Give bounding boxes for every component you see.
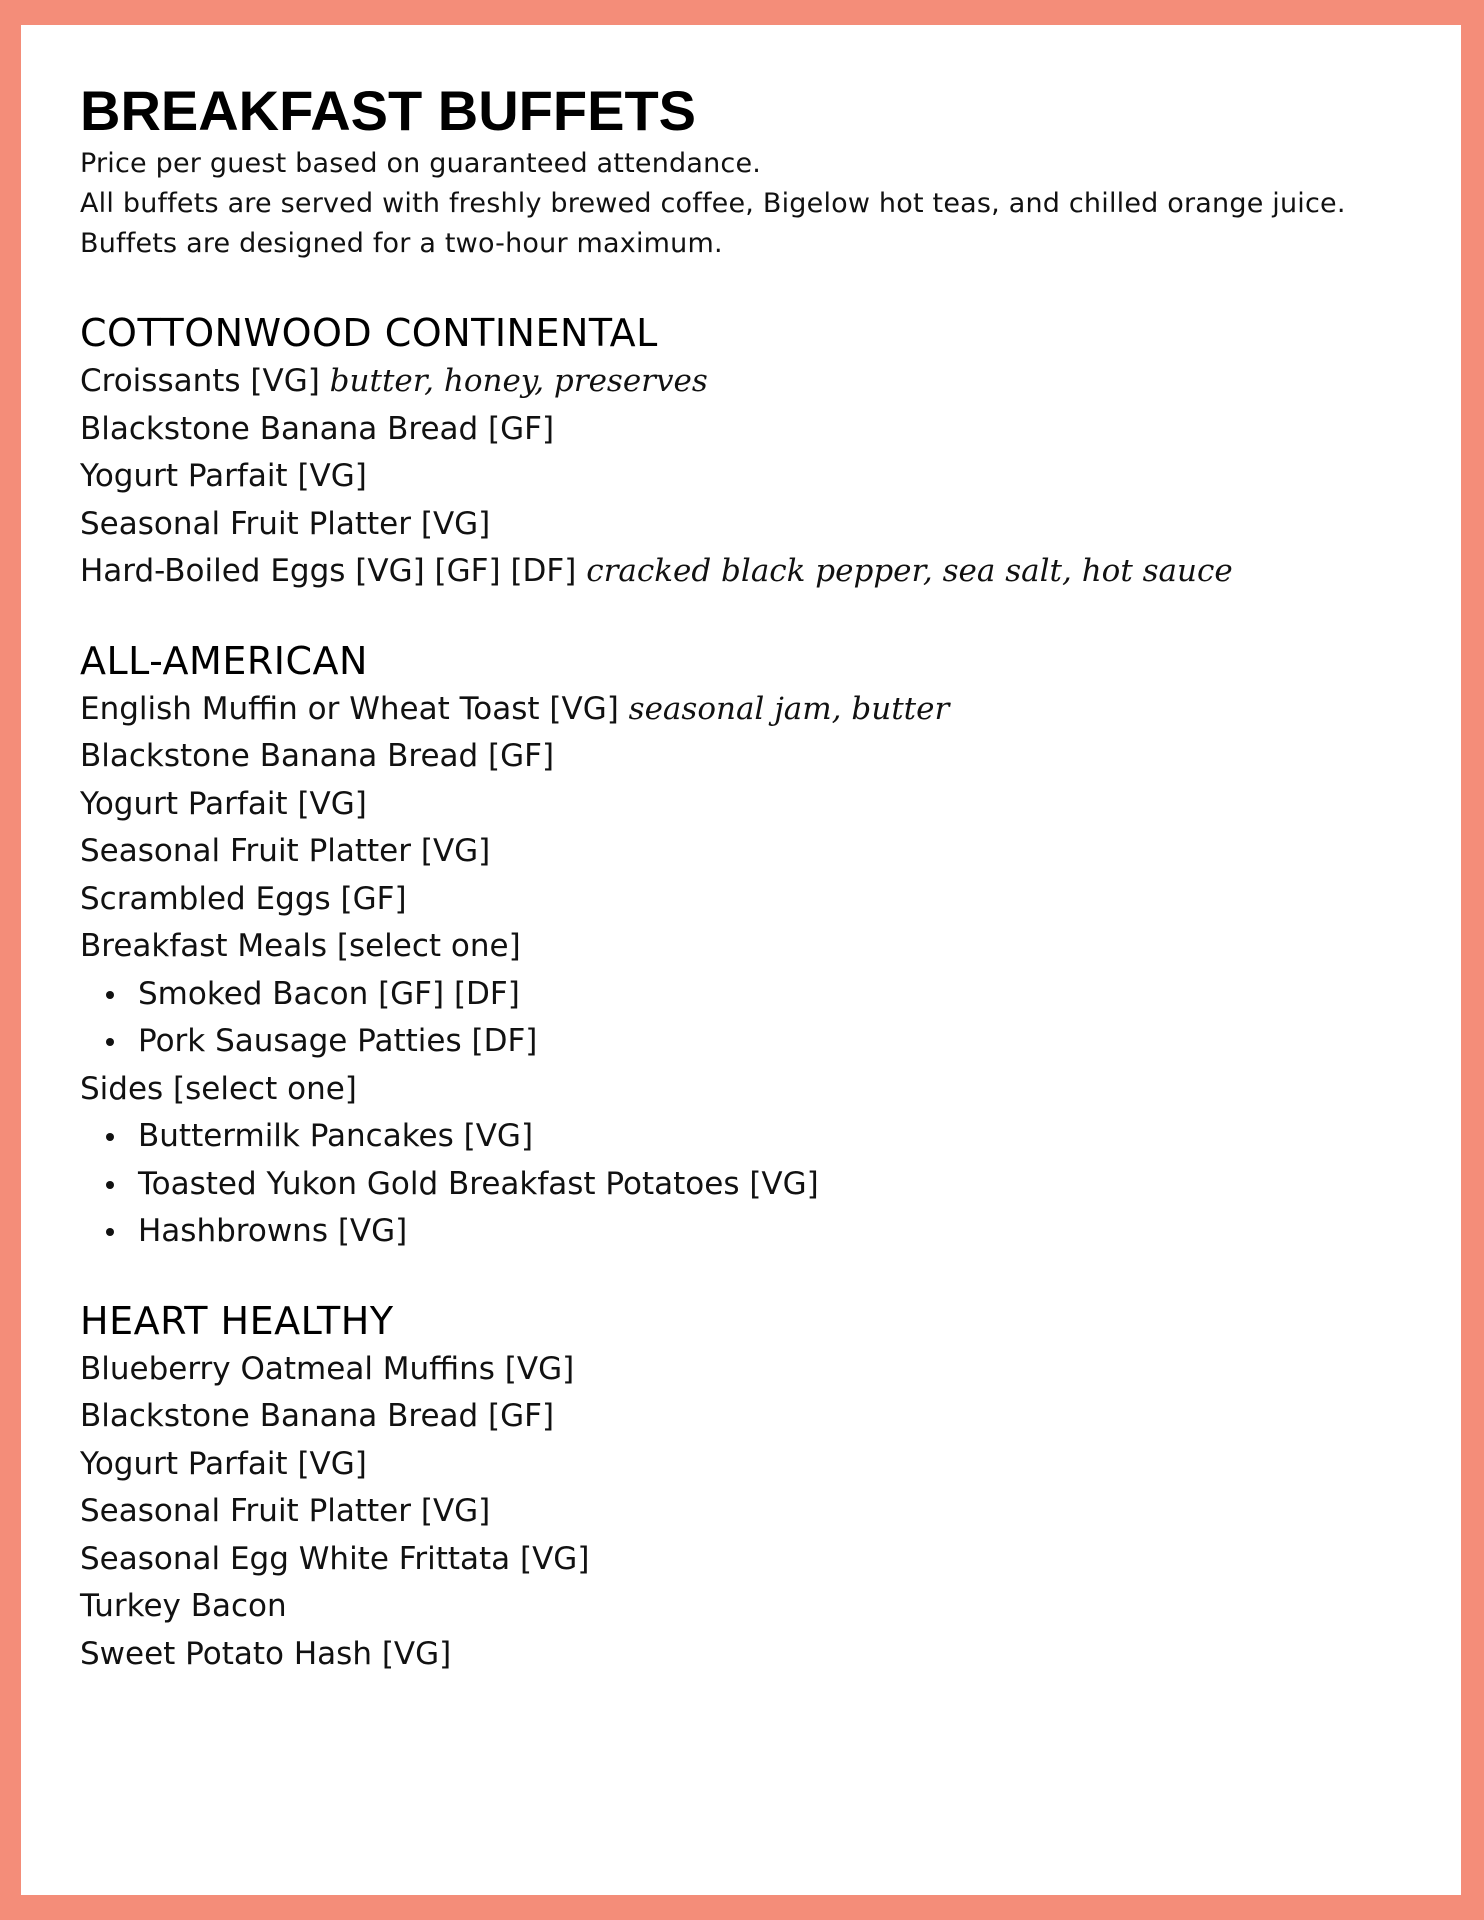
option-name: Smoked Bacon [GF] [DF] xyxy=(138,975,520,1012)
menu-item-name: Blackstone Banana Bread [GF] xyxy=(80,410,555,447)
menu-item-name: English Muffin or Wheat Toast [VG] xyxy=(80,690,619,727)
menu-item-name: Seasonal Fruit Platter [VG] xyxy=(80,833,491,869)
option-item xyxy=(80,971,1420,1019)
menu-item xyxy=(80,1066,1420,1114)
menu-section xyxy=(80,1296,1420,1679)
menu-item-accompaniments: seasonal jam, butter xyxy=(628,690,950,727)
menu-section xyxy=(80,636,1420,1256)
menu-section xyxy=(80,308,1420,596)
menu-item xyxy=(80,358,1420,406)
menu-item-name: Breakfast Meals [select one] xyxy=(80,928,521,964)
option-item xyxy=(80,1018,1420,1066)
menu-item-name: Yogurt Parfait [VG] xyxy=(80,1445,367,1482)
option-name: Hashbrowns [VG] xyxy=(138,1213,408,1249)
menu-item xyxy=(80,1488,1420,1536)
menu-content xyxy=(80,78,1420,1678)
menu-sections xyxy=(80,308,1420,1678)
menu-item-name: Blueberry Oatmeal Muffins [VG] xyxy=(80,1350,575,1387)
menu-item xyxy=(80,686,1420,734)
menu-item-name: Yogurt Parfait [VG] xyxy=(80,785,367,822)
menu-item-list xyxy=(80,1346,1420,1679)
menu-item xyxy=(80,781,1420,829)
intro-text xyxy=(80,144,1420,264)
option-list xyxy=(80,1113,1420,1256)
menu-item-list xyxy=(80,686,1420,1256)
menu-item xyxy=(80,453,1420,501)
menu-item xyxy=(80,1393,1420,1441)
menu-item xyxy=(80,923,1420,971)
menu-item xyxy=(80,1583,1420,1631)
menu-item-name: Yogurt Parfait [VG] xyxy=(80,458,367,494)
menu-item xyxy=(80,406,1420,454)
bullet-icon xyxy=(106,1038,114,1046)
page-title: BREAKFAST BUFFETS xyxy=(80,79,696,142)
menu-item-accompaniments: butter, honey, preserves xyxy=(329,363,708,399)
menu-item-name: Seasonal Egg White Frittata [VG] xyxy=(80,1540,590,1577)
option-list xyxy=(80,971,1420,1066)
menu-item-name: Sides [select one] xyxy=(80,1070,357,1107)
menu-item xyxy=(80,1536,1420,1584)
menu-item-name: Hard-Boiled Eggs [VG] [GF] [DF] xyxy=(80,553,577,589)
menu-item xyxy=(80,1631,1420,1679)
menu-item-name: Sweet Potato Hash [VG] xyxy=(80,1635,452,1672)
bullet-icon xyxy=(106,1133,114,1141)
menu-item xyxy=(80,876,1420,924)
menu-item-name: Croissants [VG] xyxy=(80,363,320,399)
bullet-icon xyxy=(106,1228,114,1236)
menu-item xyxy=(80,548,1420,596)
option-name: Toasted Yukon Gold Breakfast Potatoes [VG] xyxy=(138,1165,819,1202)
menu-item xyxy=(80,501,1420,549)
intro-line: All buffets are served with freshly brewed coffee, Bigelow hot teas, and chilled orange juice. xyxy=(80,188,1346,219)
menu-item-name: Blackstone Banana Bread [GF] xyxy=(80,1398,555,1434)
menu-item-list xyxy=(80,358,1420,596)
menu-item xyxy=(80,1441,1420,1489)
menu-item-name: Seasonal Fruit Platter [VG] xyxy=(80,1493,491,1529)
option-item xyxy=(80,1113,1420,1161)
menu-item xyxy=(80,733,1420,781)
option-name: Pork Sausage Patties [DF] xyxy=(138,1023,538,1059)
menu-item-name: Turkey Bacon xyxy=(80,1588,287,1624)
menu-item-name: Seasonal Fruit Platter [VG] xyxy=(80,505,491,542)
intro-line: Price per guest based on guaranteed attendance. xyxy=(80,148,762,179)
bullet-icon xyxy=(106,1181,114,1189)
menu-item-name: Blackstone Banana Bread [GF] xyxy=(80,738,555,774)
menu-item xyxy=(80,828,1420,876)
intro-line: Buffets are designed for a two-hour maximum. xyxy=(80,228,723,259)
option-item xyxy=(80,1161,1420,1209)
section-title: COTTONWOOD CONTINENTAL xyxy=(80,311,658,355)
menu-item-name: Scrambled Eggs [GF] xyxy=(80,880,407,917)
section-title: HEART HEALTHY xyxy=(80,1298,394,1343)
menu-item xyxy=(80,1346,1420,1394)
section-title: ALL-AMERICAN xyxy=(80,638,368,683)
menu-item-accompaniments: cracked black pepper, sea salt, hot sauce xyxy=(586,553,1233,589)
option-item xyxy=(80,1208,1420,1256)
bullet-icon xyxy=(106,991,114,999)
option-name: Buttermilk Pancakes [VG] xyxy=(138,1118,534,1154)
